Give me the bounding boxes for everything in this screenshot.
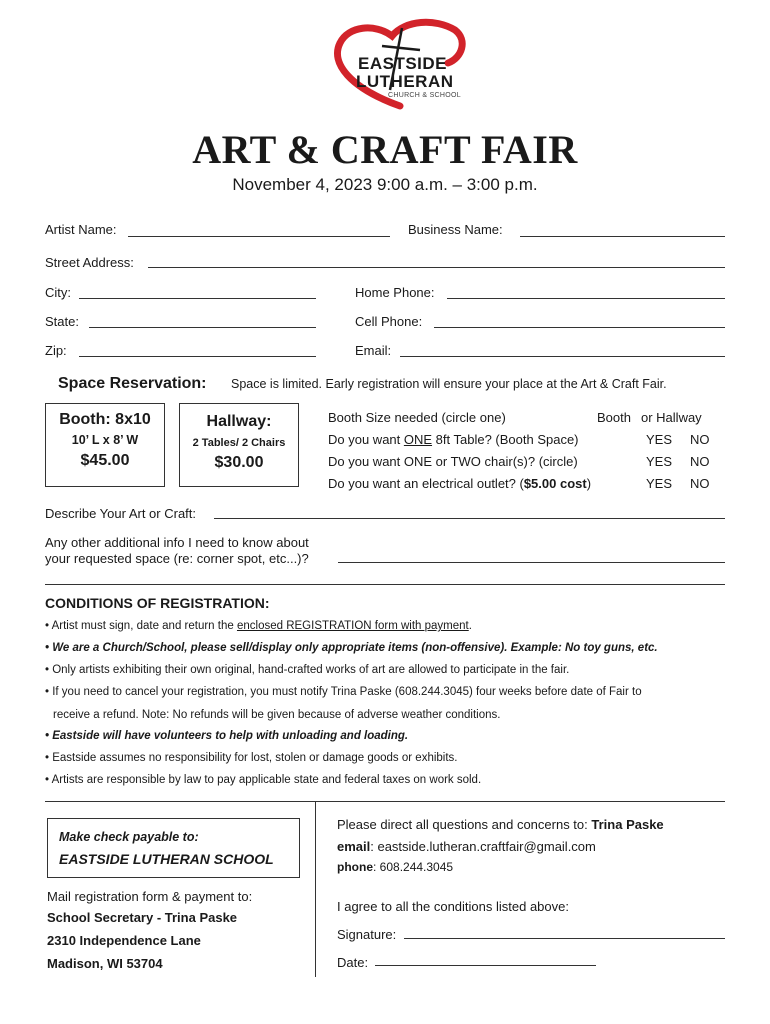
city-field[interactable]	[79, 298, 316, 299]
hallway-price: $30.00	[214, 454, 264, 471]
contact-phone: phone: 608.244.3045	[337, 860, 454, 874]
question-chairs: Do you want ONE or TWO chair(s)? (circle)	[328, 454, 578, 469]
zip-field[interactable]	[79, 356, 316, 357]
email-label: Email:	[355, 343, 392, 358]
contact-email: email: eastside.lutheran.craftfair@gmail.com	[337, 839, 596, 854]
page-title: ART & CRAFT FAIR	[192, 127, 578, 172]
additional-info-field[interactable]	[338, 562, 725, 563]
date-label: Date:	[337, 955, 369, 970]
check-payable-box	[47, 818, 300, 878]
business-name-label: Business Name:	[408, 222, 503, 237]
business-name-field[interactable]	[520, 236, 725, 237]
answer-chairs-no[interactable]: NO	[690, 454, 710, 469]
state-field[interactable]	[89, 327, 316, 328]
hallway-size: 2 Tables/ 2 Chairs	[192, 437, 286, 449]
street-address-label: Street Address:	[45, 255, 134, 270]
mail-label: Mail registration form & payment to:	[47, 889, 253, 904]
city-label: City:	[45, 285, 71, 300]
email-field[interactable]	[400, 356, 725, 357]
condition-5: • Eastside will have volunteers to help with unloading and loading.	[45, 730, 409, 742]
home-phone-field[interactable]	[447, 298, 725, 299]
additional-info-label-2: your requested space (re: corner spot, etc...)?	[45, 551, 309, 566]
conditions-heading: CONDITIONS OF REGISTRATION:	[45, 595, 270, 611]
vertical-divider	[315, 801, 316, 977]
describe-art-label: Describe Your Art or Craft:	[45, 506, 197, 521]
section-divider	[45, 584, 725, 585]
artist-name-label: Artist Name:	[45, 222, 117, 237]
mail-address-1: School Secretary - Trina Paske	[47, 910, 238, 925]
condition-1: • Artist must sign, date and return the enclosed REGISTRATION form with payment.	[45, 620, 472, 632]
check-payee: EASTSIDE LUTHERAN SCHOOL	[59, 851, 274, 867]
contact-direct: Please direct all questions and concerns to: Trina Paske	[337, 817, 664, 832]
answer-table-yes[interactable]: YES	[646, 432, 673, 447]
booth-price: $45.00	[80, 452, 130, 469]
mail-address-3: Madison, WI 53704	[47, 956, 163, 971]
zip-label: Zip:	[45, 343, 67, 358]
booth-title: Booth: 8x10	[59, 411, 151, 428]
street-address-field[interactable]	[148, 267, 725, 268]
answer-table-no[interactable]: NO	[690, 432, 710, 447]
mail-address-2: 2310 Independence Lane	[47, 933, 201, 948]
hallway-option-box	[179, 403, 299, 487]
date-field[interactable]	[375, 965, 596, 966]
describe-art-field[interactable]	[214, 518, 725, 519]
artist-name-field[interactable]	[128, 236, 390, 237]
signature-field[interactable]	[404, 938, 725, 939]
hallway-title: Hallway:	[206, 413, 272, 430]
cell-phone-field[interactable]	[434, 327, 725, 328]
condition-3: • Only artists exhibiting their own original, hand-crafted works of art are allowed to participate in the fair.	[45, 664, 570, 676]
event-date: November 4, 2023 9:00 a.m. – 3:00 p.m.	[232, 175, 538, 194]
logo-text-subtitle: CHURCH & SCHOOL	[388, 92, 461, 99]
question-booth-size: Booth Size needed (circle one)	[328, 410, 506, 425]
space-reservation-note: Space is limited. Early registration will ensure your place at the Art & Craft Fair.	[231, 377, 667, 391]
condition-4b: receive a refund. Note: No refunds will be given because of adverse weather conditions.	[53, 709, 501, 721]
home-phone-label: Home Phone:	[355, 285, 435, 300]
answer-booth[interactable]: Booth	[597, 410, 631, 425]
answer-chairs-yes[interactable]: YES	[646, 454, 673, 469]
answer-outlet-no[interactable]: NO	[690, 476, 710, 491]
condition-6: • Eastside assumes no responsibility for lost, stolen or damage goods or exhibits.	[45, 752, 458, 764]
space-reservation-heading: Space Reservation:	[58, 375, 207, 392]
agree-statement: I agree to all the conditions listed above:	[337, 899, 569, 914]
church-logo	[330, 18, 470, 110]
logo-text-lutheran: LUTHERAN	[356, 72, 454, 91]
signature-label: Signature:	[337, 927, 397, 942]
booth-option-box	[45, 403, 165, 487]
cell-phone-label: Cell Phone:	[355, 314, 423, 329]
conditions-divider	[45, 801, 725, 802]
answer-outlet-yes[interactable]: YES	[646, 476, 673, 491]
check-payable-label: Make check payable to:	[59, 830, 199, 844]
state-label: State:	[45, 314, 79, 329]
condition-2: • We are a Church/School, please sell/display only appropriate items (non-offensive). Example: No toy guns, etc.	[45, 642, 658, 654]
booth-size: 10’ L x 8’ W	[71, 433, 139, 447]
logo-text-eastside: EASTSIDE	[358, 54, 448, 73]
question-table: Do you want ONE 8ft Table? (Booth Space)	[328, 432, 579, 447]
condition-7: • Artists are responsible by law to pay applicable state and federal taxes on work sold.	[45, 774, 482, 786]
condition-4a: • If you need to cancel your registration, you must notify Trina Paske (608.244.3045) four weeks before date of Fair to	[45, 686, 642, 698]
additional-info-label-1: Any other additional info I need to know about	[45, 535, 309, 550]
question-outlet: Do you want an electrical outlet? ($5.00 cost)	[328, 476, 592, 491]
answer-hallway[interactable]: or Hallway	[641, 410, 702, 425]
